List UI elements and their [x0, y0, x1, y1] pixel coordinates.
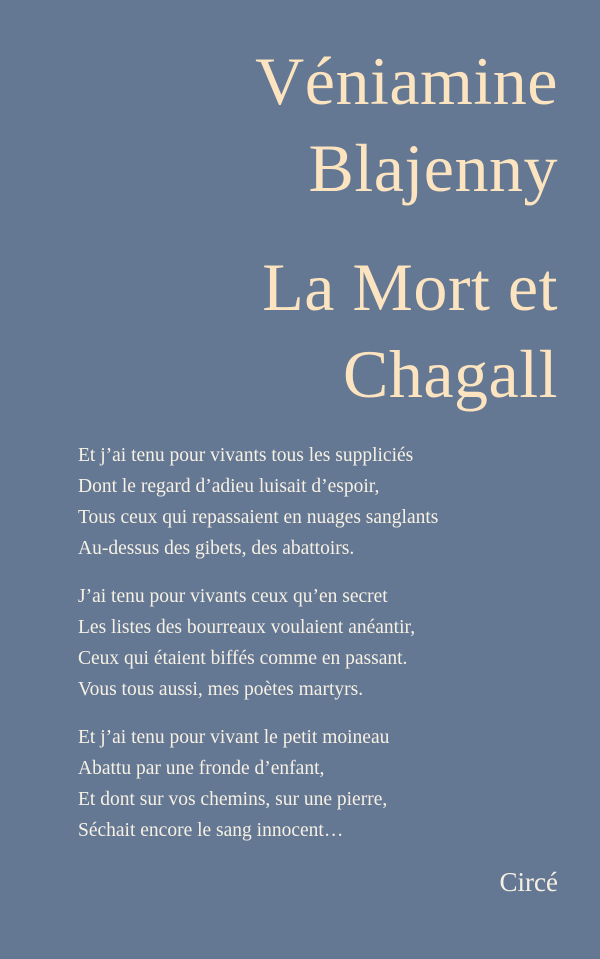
poem-verse: Les listes des bourreaux voulaient anéantir,: [78, 617, 416, 638]
author-last-name: Blajenny: [308, 130, 558, 206]
book-title-line-1: La Mort et: [262, 249, 558, 325]
poem-verse: Tous ceux qui repassaient en nuages sanglants: [78, 507, 439, 528]
book-title: [262, 244, 558, 418]
poem-stanza-2: [78, 581, 558, 705]
poem-verse: Au-dessus des gibets, des abattoirs.: [78, 538, 355, 559]
poem-verse: Séchait encore le sang innocent…: [78, 820, 344, 841]
poem-verse: Et dont sur vos chemins, sur une pierre,: [78, 789, 388, 810]
poem-verse: Et j’ai tenu pour vivant le petit moineau: [78, 727, 390, 748]
poem-verse: Abattu par une fronde d’enfant,: [78, 758, 325, 779]
book-title-line-2: Chagall: [342, 336, 558, 412]
poem-stanza-1: [78, 440, 558, 564]
poem-verse: Et j’ai tenu pour vivants tous les suppliciés: [78, 445, 414, 466]
poem-verse: Ceux qui étaient biffés comme en passant.: [78, 648, 408, 669]
author-name: [255, 38, 558, 212]
poem-excerpt: [78, 440, 558, 863]
poem-verse: Dont le regard d’adieu luisait d’espoir,: [78, 476, 380, 497]
publisher-name: Circé: [499, 867, 558, 897]
poem-verse: Vous tous aussi, mes poètes martyrs.: [78, 679, 364, 700]
author-first-name: Véniamine: [255, 43, 558, 119]
poem-stanza-3: [78, 722, 558, 846]
poem-verse: J’ai tenu pour vivants ceux qu’en secret: [78, 586, 388, 607]
